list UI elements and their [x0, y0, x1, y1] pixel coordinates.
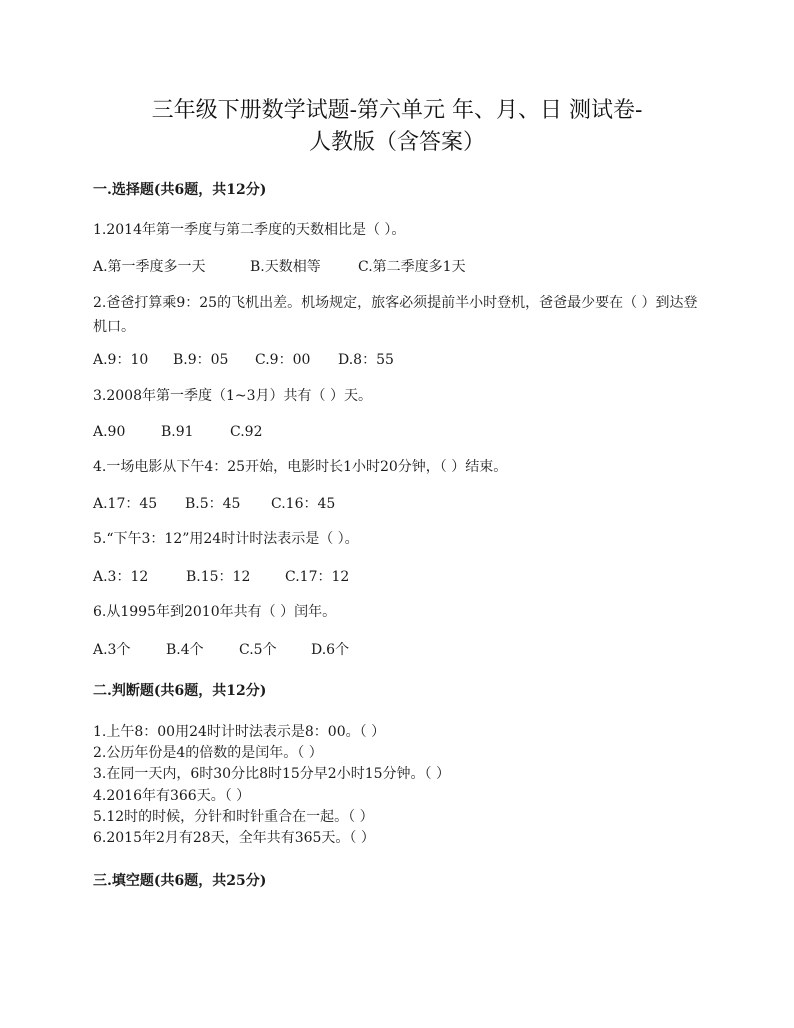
choice-options-5 — [93, 567, 349, 587]
section-heading-fill: 三.填空题(共6题，共25分) — [93, 873, 267, 889]
option-b: B.91 — [161, 424, 194, 440]
option-c: C.16：45 — [271, 496, 336, 512]
option-a: A.17：45 — [93, 496, 158, 512]
option-c: C.5个 — [239, 642, 277, 658]
option-b: B.9：05 — [173, 352, 229, 368]
option-c: C.92 — [230, 424, 263, 440]
choice-question-1: 1.2014年第一季度与第二季度的天数相比是（ ）。 — [93, 222, 406, 238]
choice-question-2: 2.爸爸打算乘9：25的飞机出差。机场规定，旅客必须提前半小时登机，爸爸最少要在（ ）到达登机口。 — [93, 295, 698, 335]
choice-question-3: 3.2008年第一季度（1~3月）共有（ ）天。 — [93, 388, 372, 404]
option-c: C.17：12 — [285, 569, 350, 585]
option-d: D.8：55 — [338, 352, 394, 368]
page-title-line1: 三年级下册数学试题-第六单元 年、月、日 测试卷- — [151, 98, 643, 123]
choice-question-6: 6.从1995年到2010年共有（ ）闰年。 — [93, 604, 337, 620]
option-d: D.6个 — [311, 642, 350, 658]
choice-options-6 — [93, 640, 349, 660]
option-a: A.3：12 — [93, 569, 149, 585]
judge-item-3: 3.在同一天内，6时30分比8时15分早2小时15分钟。（ ） — [93, 766, 450, 782]
judge-item-4: 4.2016年有366天。（ ） — [93, 788, 251, 804]
choice-options-2 — [93, 350, 394, 370]
choice-options-4 — [93, 494, 335, 514]
judge-item-6: 6.2015年2月有28天，全年共有365天。（ ） — [93, 830, 375, 846]
section-heading-judge: 二.判断题(共6题，共12分) — [93, 683, 267, 699]
option-c: C.第二季度多1天 — [358, 259, 466, 275]
choice-options-3 — [93, 422, 262, 442]
judge-item-2: 2.公历年份是4的倍数的是闰年。（ ） — [93, 745, 323, 761]
option-a: A.9：10 — [93, 352, 149, 368]
option-b: B.天数相等 — [250, 259, 321, 275]
judge-item-5: 5.12时的时候，分针和时针重合在一起。（ ） — [93, 809, 374, 825]
option-a: A.第一季度多一天 — [93, 259, 206, 275]
option-b: B.5：45 — [185, 496, 241, 512]
option-c: C.9：00 — [255, 352, 311, 368]
page-title-line2: 人教版（含答案） — [308, 130, 485, 155]
option-a: A.90 — [93, 424, 126, 440]
option-b: B.15：12 — [186, 569, 251, 585]
option-b: B.4个 — [166, 642, 204, 658]
option-a: A.3个 — [93, 642, 131, 658]
choice-question-5: 5.“下午3：12”用24时计时法表示是（ ）。 — [93, 531, 359, 547]
section-heading-choice: 一.选择题(共6题，共12分) — [93, 182, 267, 198]
choice-options-1 — [93, 257, 466, 277]
judge-item-1: 1.上午8：00用24时计时法表示是8：00。（ ） — [93, 724, 386, 740]
choice-question-4: 4.一场电影从下午4：25开始，电影时长1小时20分钟，（ ）结束。 — [93, 459, 508, 475]
